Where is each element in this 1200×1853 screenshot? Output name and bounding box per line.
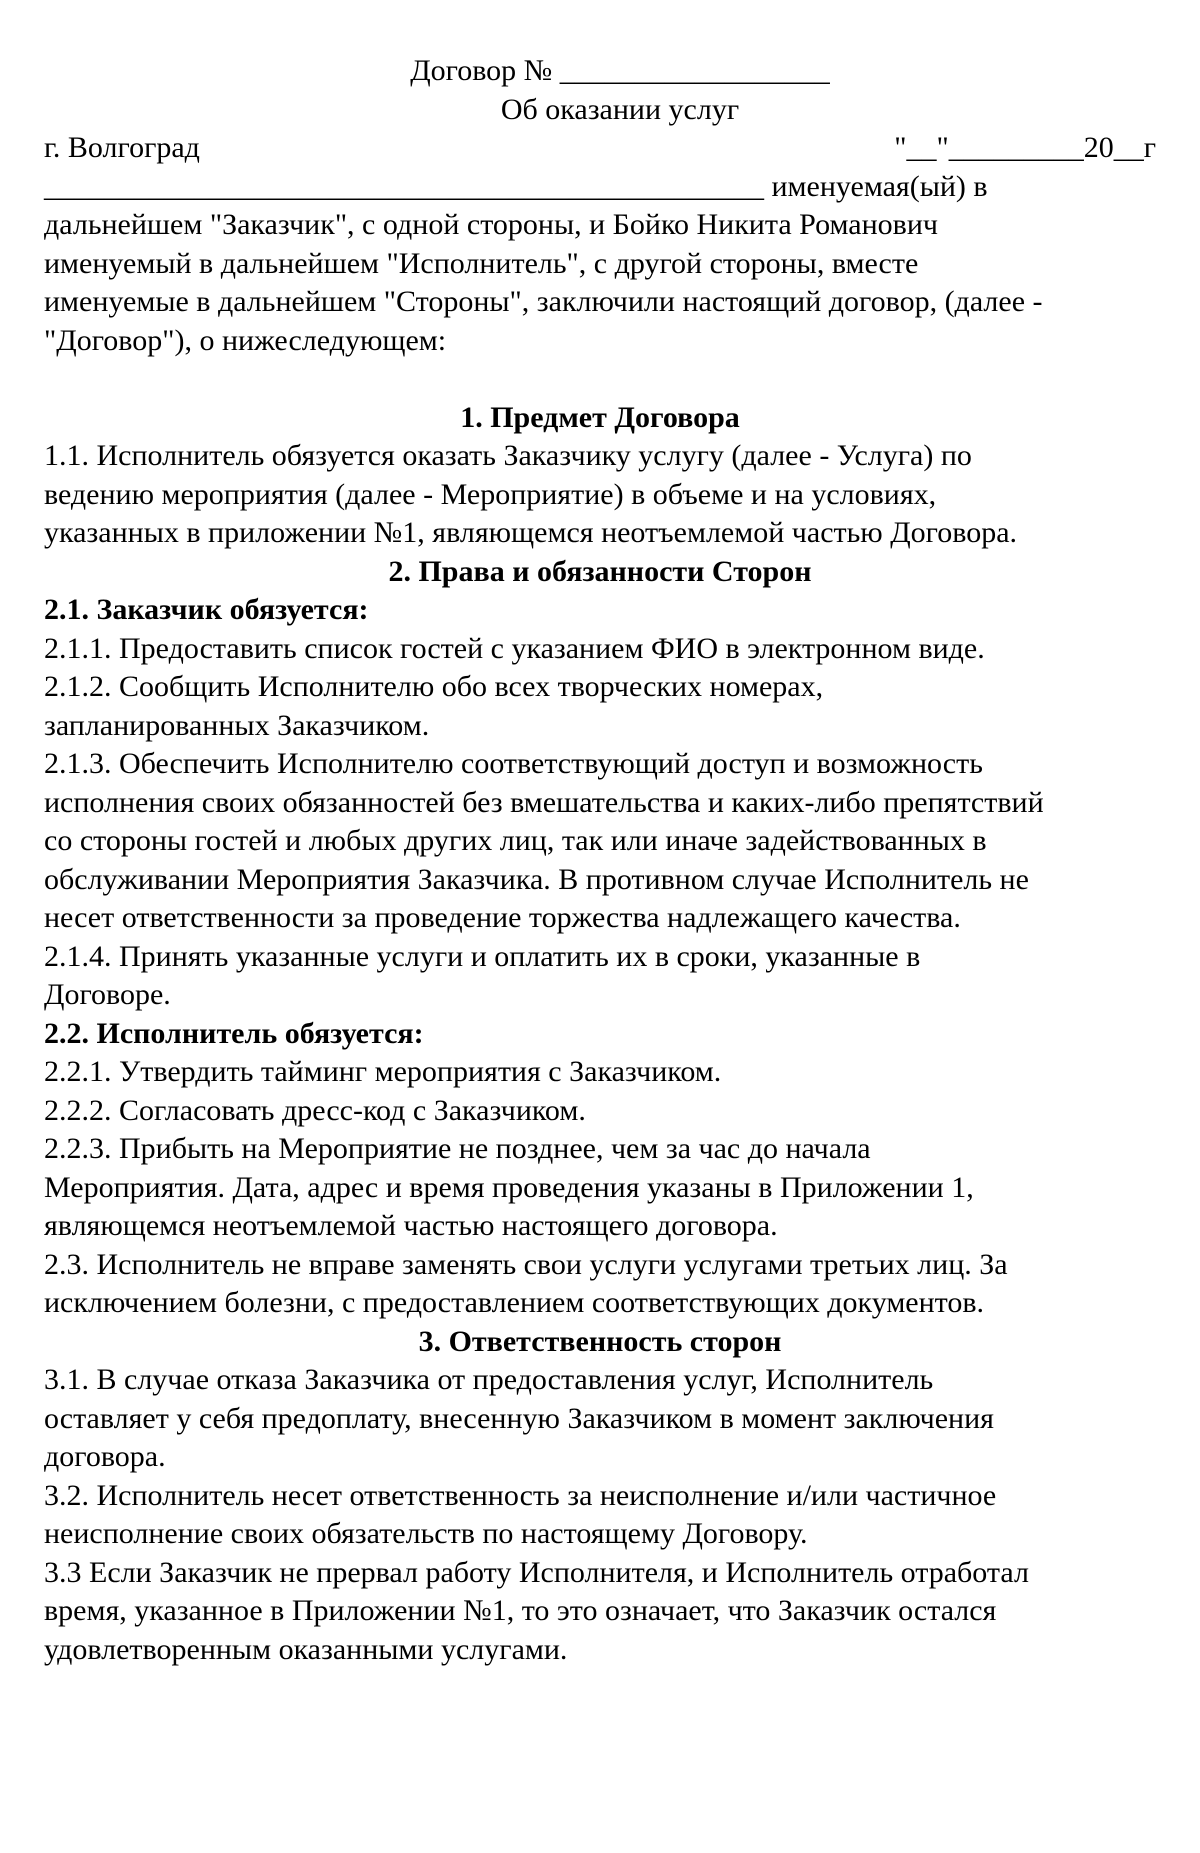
clause-line: со стороны гостей и любых других лиц, так или иначе задействованных в [44,824,987,857]
subsection-heading: 2.2. Исполнитель обязуется: [44,1016,424,1050]
clause-line: договора. [44,1440,166,1473]
preamble [44,168,1156,361]
clause-line: 1.1. Исполнитель обязуется оказать Заказчику услугу (далее - Услуга) по [44,439,972,472]
clause-line: 3.2. Исполнитель несет ответственность за неисполнение и/или частичное [44,1478,997,1512]
preamble-line: дальнейшем "Заказчик", с одной стороны, и Бойко Никита Романович [44,208,938,241]
blank-line [44,360,1156,399]
clause-line: запланированных Заказчиком. [44,708,430,742]
section-2 [44,553,1156,1323]
clause-line: 2.1.1. Предоставить список гостей с указанием ФИО в электронном виде. [44,631,985,665]
clause-line: 2.1.3. Обеспечить Исполнителю соответствующий доступ и возможность [44,747,983,780]
clause-line: 2.2.1. Утвердить тайминг мероприятия с Заказчиком. [44,1055,722,1088]
clause-line: Мероприятия. Дата, адрес и время проведения указаны в Приложении 1, [44,1170,974,1204]
clause-line: исключением болезни, с предоставлением соответствующих документов. [44,1286,985,1319]
section-heading: 2. Права и обязанности Сторон [388,554,812,588]
preamble-line: именуемые в дальнейшем "Стороны", заключили настоящий договор, (далее - [44,285,1043,318]
place-date-row [44,129,1156,168]
clause-line: являющемся неотъемлемой частью настоящего договора. [44,1209,778,1242]
preamble-line: "Договор"), о нижеследующем: [44,323,447,357]
clause-line: время, указанное в Приложении №1, то это означает, что Заказчик остался [44,1594,997,1627]
clause-line: несет ответственности за проведение торжества надлежащего качества. [44,901,961,934]
clause-line: ведению мероприятия (далее - Мероприятие) в объеме и на условиях, [44,477,937,511]
clause-line: 2.2.3. Прибыть на Мероприятие не позднее, чем за час до начала [44,1132,871,1165]
clause-line: исполнения своих обязанностей без вмешательства и каких-либо препятствий [44,785,1044,819]
clause-line: 2.1.4. Принять указанные услуги и оплатить их в сроки, указанные в [44,939,921,973]
section-3 [44,1323,1156,1670]
clause-line: 2.2.2. Согласовать дресс-код с Заказчиком. [44,1093,586,1127]
clause-line: 3.3 Если Заказчик не прервал работу Исполнителя, и Исполнитель отработал [44,1555,1029,1589]
preamble-line: ________________________________________________ именуемая(ый) в [44,169,988,203]
section-1 [44,399,1156,553]
clause-line: указанных в приложении №1, являющемся неотъемлемой частью Договора. [44,516,1018,549]
clause-line: неисполнение своих обязательств по настоящему Договору. [44,1517,808,1550]
clause-line: Договоре. [44,978,171,1011]
contract-title: Договор № __________________ [410,54,830,87]
clause-line: 3.1. В случае отказа Заказчика от предоставления услуг, Исполнитель [44,1363,934,1396]
subsection-heading: 2.1. Заказчик обязуется: [44,593,369,626]
preamble-line: именуемый в дальнейшем "Исполнитель", с другой стороны, вместе [44,246,919,280]
clause-line: удовлетворенным оказанными услугами. [44,1632,568,1666]
clause-line: 2.1.2. Сообщить Исполнителю обо всех творческих номерах, [44,670,824,703]
city: г. Волгоград [44,131,200,164]
clause-line: 2.3. Исполнитель не вправе заменять свои услуги услугами третьих лиц. За [44,1247,1008,1281]
clause-line: оставляет у себя предоплату, внесенную Заказчиком в момент заключения [44,1401,994,1435]
section-heading: 1. Предмет Договора [460,400,740,434]
section-heading: 3. Ответственность сторон [418,1324,782,1358]
contract-date: "__"_________20__г [894,131,1156,164]
contract-subtitle: Об оказании услуг [500,92,740,126]
clause-line: обслуживании Мероприятия Заказчика. В противном случае Исполнитель не [44,862,1029,896]
